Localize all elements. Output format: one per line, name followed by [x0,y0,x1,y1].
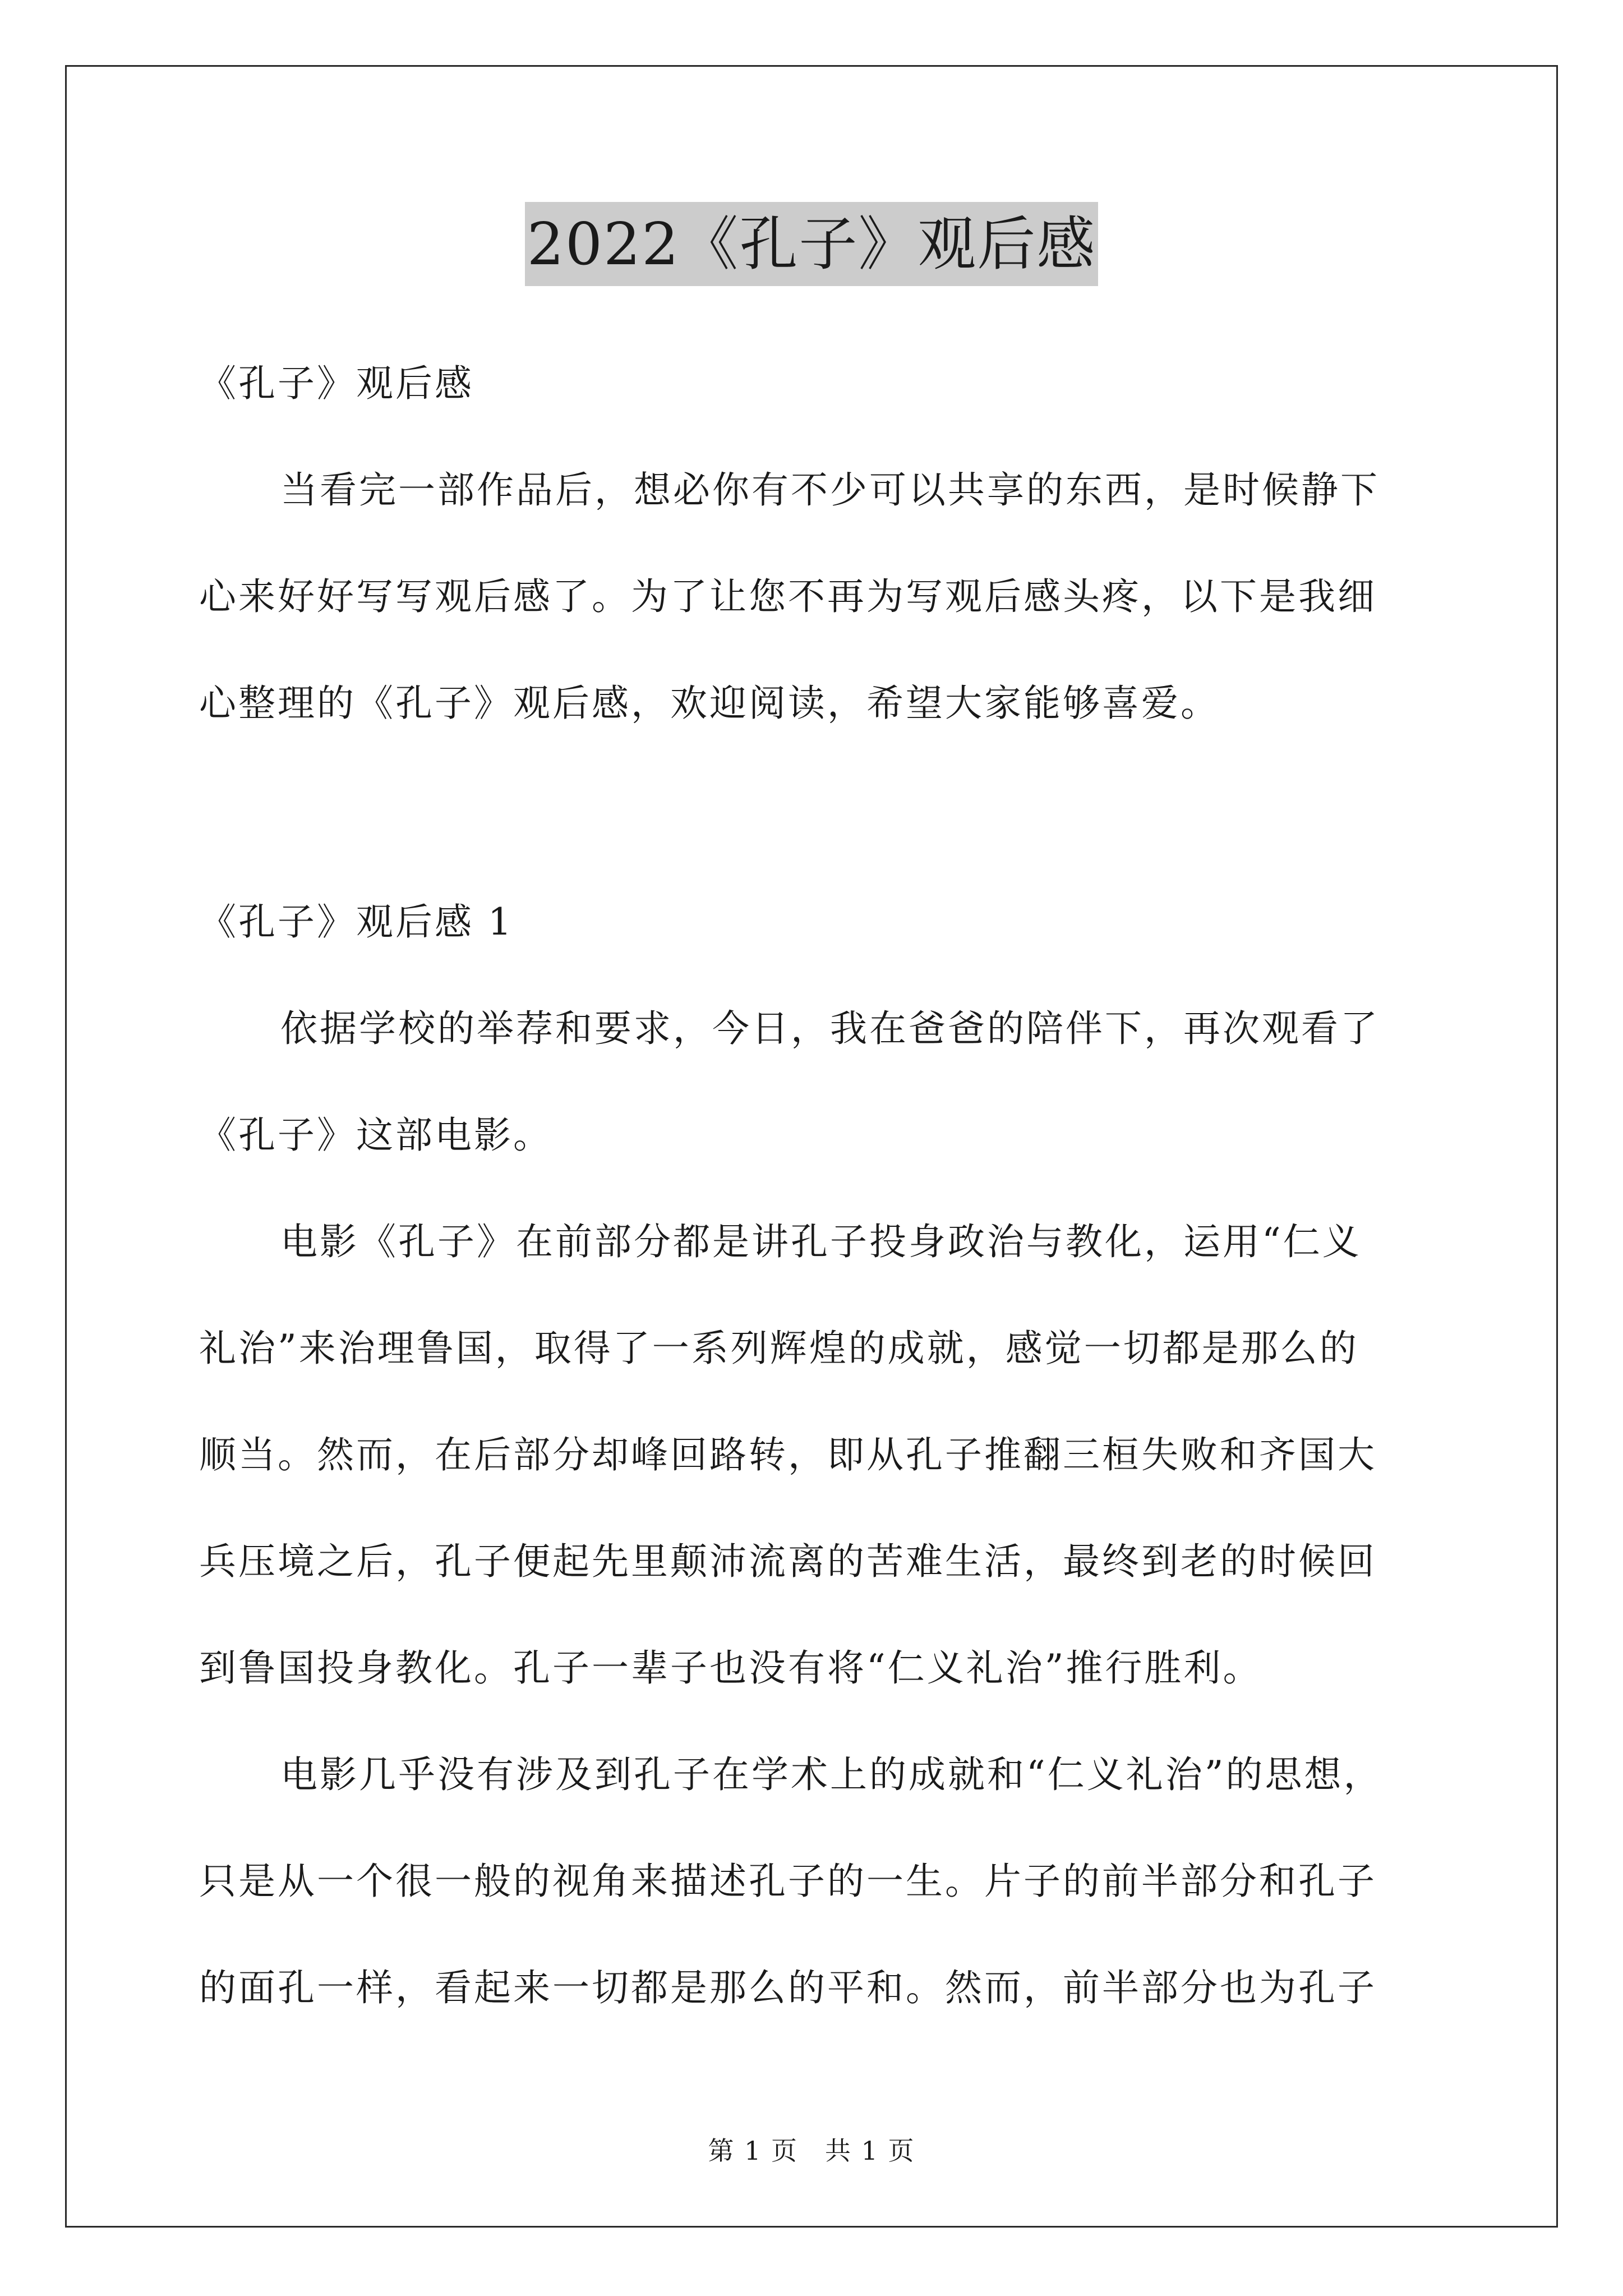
paragraph-line: 的面孔一样，看起来一切都是那么的平和。然而，前半部分也为孔子 [199,1966,1377,2009]
section-heading: 《孔子》观后感 1 [199,900,514,944]
paragraph-line: 《孔子》这部电影。 [199,1114,552,1157]
page-footer: 第 1 页 共 1 页 [708,2136,915,2166]
paragraph-line: 心来好好写写观后感了。为了让您不再为写观后感头疼，以下是我细 [199,575,1377,618]
paragraph-line: 礼治”来治理鲁国，取得了一系列辉煌的成就，感觉一切都是那么的 [199,1327,1359,1370]
paragraph-line: 电影《孔子》在前部分都是讲孔子投身政治与教化，运用“仁义 [280,1220,1362,1263]
paragraph-line: 依据学校的举荐和要求，今日，我在爸爸的陪伴下，再次观看了 [280,1007,1380,1050]
subtitle-heading: 《孔子》观后感 [199,362,474,405]
paragraph-line: 电影几乎没有涉及到孔子在学术上的成就和“仁义礼治”的思想， [280,1753,1383,1796]
title-container [0,202,1623,286]
paragraph-line: 心整理的《孔子》观后感，欢迎阅读，希望大家能够喜爱。 [199,682,1220,725]
paragraph-line: 到鲁国投身教化。孔子一辈子也没有将“仁义礼治”推行胜利。 [199,1646,1262,1690]
paragraph-line: 顺当。然而，在后部分却峰回路转，即从孔子推翻三桓失败和齐国大 [199,1433,1377,1476]
document-title: 2022《孔子》观后感 [525,202,1099,286]
paragraph-line: 当看完一部作品后，想必你有不少可以共享的东西，是时候静下 [280,468,1380,512]
paragraph-line: 兵压境之后，孔子便起先里颠沛流离的苦难生活，最终到老的时候回 [199,1540,1377,1583]
paragraph-line: 只是从一个很一般的视角来描述孔子的一生。片子的前半部分和孔子 [199,1860,1377,1903]
